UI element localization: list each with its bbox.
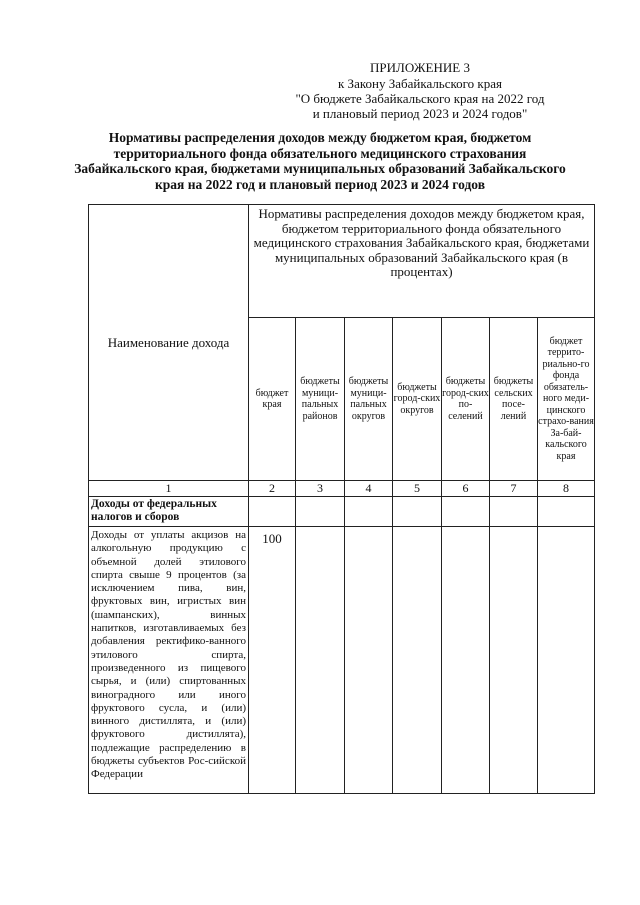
table-cell — [490, 497, 538, 527]
appendix-law-title-2: и плановый период 2023 и 2024 годов" — [312, 106, 528, 121]
name-column-header: Наименование дохода — [89, 205, 249, 481]
table-cell — [442, 497, 490, 527]
page-title: Нормативы распределения доходов между бюджетом края, бюджетом территориального фонда обязательного медицинского страхования Забайкальского края, бюджетами муниципальных образований Забайкальского края на 2022 год и плановый период 2023 и 2024 годов — [74, 130, 566, 192]
income-name: Доходы от уплаты акцизов на алкогольную продукцию с объемной долей этилового спирта свыше 9 процентов (за исключением пива, вин, фруктовых вин, игристых вин (шампанских), винных напитков, изготавливаемых без добавления ректифико-ванного этилового спирта, произведенного из пищевого сырья, и (или) спиртованных виноградного или иного фруктового сусла, и (или) винного дистиллята, и (или) фруктового дистиллята), подлежащие распределению в бюджеты субъектов Рос-сийской Федерации — [89, 527, 249, 794]
table-cell — [538, 527, 595, 794]
col-header-rural-settlements: бюджеты сельских посе-лений — [490, 318, 538, 481]
column-number: 1 — [89, 481, 249, 497]
appendix-law-title-1: "О бюджете Забайкальского края на 2022 год — [295, 91, 545, 106]
table-cell — [393, 497, 442, 527]
table-cell — [393, 527, 442, 794]
col-header-municipal-districts: бюджеты муници-пальных районов — [296, 318, 345, 481]
column-number: 8 — [538, 481, 595, 497]
table-cell — [296, 527, 345, 794]
table-row — [89, 497, 595, 527]
table-cell — [538, 497, 595, 527]
table-cell — [296, 497, 345, 527]
appendix-law-ref: к Закону Забайкальского края — [337, 76, 502, 91]
table-cell — [442, 527, 490, 794]
income-section-name: Доходы от федеральных налогов и сборов — [89, 497, 249, 527]
appendix-number: ПРИЛОЖЕНИЕ 3 — [370, 60, 470, 75]
table-cell — [249, 497, 296, 527]
table-cell — [345, 527, 393, 794]
col-header-municipal-okrugs: бюджеты муници-пальных округов — [345, 318, 393, 481]
table-cell — [490, 527, 538, 794]
col-header-urban-settlements: бюджеты город-ских по-селений — [442, 318, 490, 481]
norms-group-header: Нормативы распределения доходов между бюджетом края, бюджетом территориального фонда обязательного медицинского страхования Забайкальского края, бюджетами муниципальных образований Забайкальского края (в процентах) — [249, 205, 595, 318]
column-number: 3 — [296, 481, 345, 497]
table-cell: 100 — [249, 527, 296, 794]
col-header-city-okrugs: бюджеты город-ских округов — [393, 318, 442, 481]
column-number: 6 — [442, 481, 490, 497]
table-row — [89, 527, 595, 794]
col-header-medical-insurance-fund: бюджет террито-риально-го фонда обязатель-ного меди-цинского страхо-вания За-бай-кальского края — [538, 318, 595, 481]
column-number: 7 — [490, 481, 538, 497]
column-number: 4 — [345, 481, 393, 497]
col-header-region-budget: бюджет края — [249, 318, 296, 481]
column-number: 5 — [393, 481, 442, 497]
table-cell — [345, 497, 393, 527]
column-number: 2 — [249, 481, 296, 497]
distribution-table — [88, 204, 595, 794]
